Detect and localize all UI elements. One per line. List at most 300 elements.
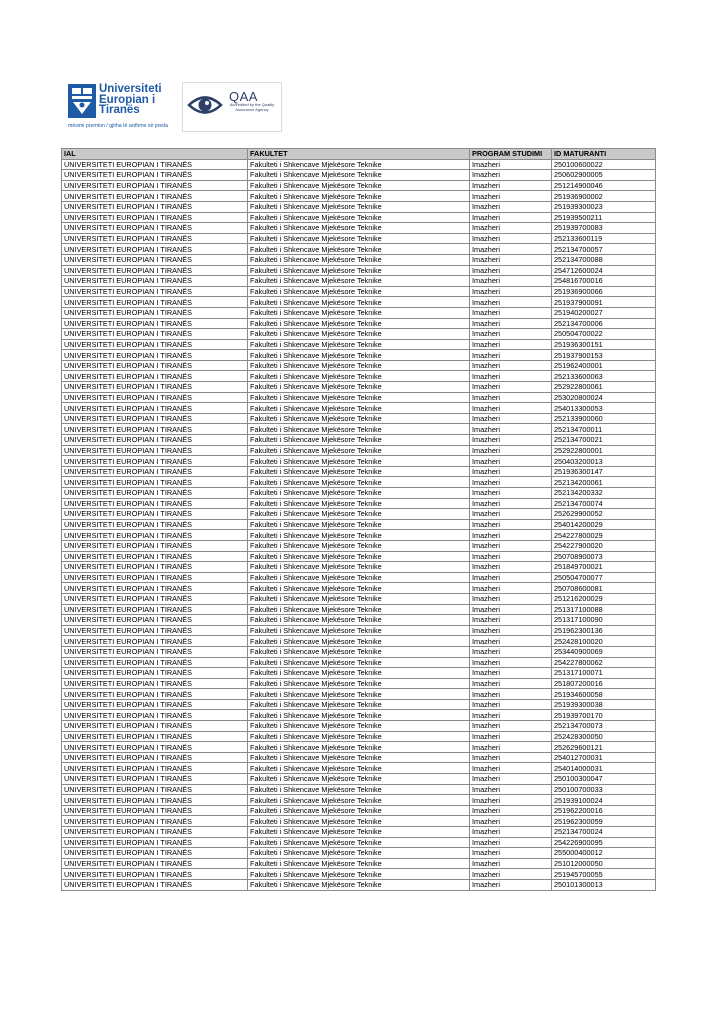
cell-program: Imazheri — [470, 307, 552, 318]
table-row — [62, 572, 656, 583]
table-row — [62, 265, 656, 276]
cell-fakultet: Fakulteti i Shkencave Mjekësore Teknike — [248, 774, 470, 785]
column-header-fakultet: FAKULTET — [248, 149, 470, 160]
cell-ial: UNIVERSITETI EUROPIAN I TIRANËS — [62, 424, 248, 435]
cell-program: Imazheri — [470, 466, 552, 477]
cell-fakultet: Fakulteti i Shkencave Mjekësore Teknike — [248, 795, 470, 806]
cell-program: Imazheri — [470, 668, 552, 679]
cell-fakultet: Fakulteti i Shkencave Mjekësore Teknike — [248, 360, 470, 371]
table-row — [62, 286, 656, 297]
cell-program: Imazheri — [470, 435, 552, 446]
cell-program: Imazheri — [470, 858, 552, 869]
cell-id-maturanti: 251937900091 — [552, 297, 656, 308]
cell-ial: UNIVERSITETI EUROPIAN I TIRANËS — [62, 848, 248, 859]
cell-program: Imazheri — [470, 562, 552, 573]
page-header — [68, 82, 278, 132]
cell-id-maturanti: 251317100090 — [552, 615, 656, 626]
cell-ial: UNIVERSITETI EUROPIAN I TIRANËS — [62, 710, 248, 721]
cell-fakultet: Fakulteti i Shkencave Mjekësore Teknike — [248, 424, 470, 435]
cell-program: Imazheri — [470, 180, 552, 191]
column-header-ial: IAL — [62, 149, 248, 160]
table-row — [62, 562, 656, 573]
cell-id-maturanti: 252629600121 — [552, 742, 656, 753]
table-row — [62, 668, 656, 679]
cell-id-maturanti: 252133600119 — [552, 233, 656, 244]
cell-fakultet: Fakulteti i Shkencave Mjekësore Teknike — [248, 551, 470, 562]
cell-fakultet: Fakulteti i Shkencave Mjekësore Teknike — [248, 477, 470, 488]
cell-ial: UNIVERSITETI EUROPIAN I TIRANËS — [62, 382, 248, 393]
cell-id-maturanti: 254014000031 — [552, 763, 656, 774]
cell-ial: UNIVERSITETI EUROPIAN I TIRANËS — [62, 752, 248, 763]
cell-ial: UNIVERSITETI EUROPIAN I TIRANËS — [62, 212, 248, 223]
cell-id-maturanti: 251934600058 — [552, 689, 656, 700]
cell-program: Imazheri — [470, 159, 552, 170]
cell-ial: UNIVERSITETI EUROPIAN I TIRANËS — [62, 435, 248, 446]
table-row — [62, 223, 656, 234]
cell-id-maturanti: 251936300147 — [552, 466, 656, 477]
cell-fakultet: Fakulteti i Shkencave Mjekësore Teknike — [248, 699, 470, 710]
table-row — [62, 837, 656, 848]
cell-program: Imazheri — [470, 721, 552, 732]
cell-program: Imazheri — [470, 254, 552, 265]
cell-id-maturanti: 254227800029 — [552, 530, 656, 541]
cell-id-maturanti: 252133600063 — [552, 371, 656, 382]
cell-id-maturanti: 251945700055 — [552, 869, 656, 880]
table-row — [62, 170, 656, 181]
cell-id-maturanti: 254227800062 — [552, 657, 656, 668]
cell-ial: UNIVERSITETI EUROPIAN I TIRANËS — [62, 498, 248, 509]
table-row — [62, 350, 656, 361]
cell-id-maturanti: 251216200029 — [552, 593, 656, 604]
table-row — [62, 180, 656, 191]
cell-ial: UNIVERSITETI EUROPIAN I TIRANËS — [62, 604, 248, 615]
table-row — [62, 318, 656, 329]
cell-fakultet: Fakulteti i Shkencave Mjekësore Teknike — [248, 498, 470, 509]
cell-fakultet: Fakulteti i Shkencave Mjekësore Teknike — [248, 583, 470, 594]
cell-program: Imazheri — [470, 350, 552, 361]
table-row — [62, 869, 656, 880]
cell-fakultet: Fakulteti i Shkencave Mjekësore Teknike — [248, 678, 470, 689]
cell-program: Imazheri — [470, 646, 552, 657]
cell-fakultet: Fakulteti i Shkencave Mjekësore Teknike — [248, 350, 470, 361]
university-emblem-icon — [68, 84, 96, 118]
cell-program: Imazheri — [470, 329, 552, 340]
cell-program: Imazheri — [470, 360, 552, 371]
cell-program: Imazheri — [470, 530, 552, 541]
cell-fakultet: Fakulteti i Shkencave Mjekësore Teknike — [248, 456, 470, 467]
cell-id-maturanti: 252133900060 — [552, 413, 656, 424]
cell-id-maturanti: 251012000050 — [552, 858, 656, 869]
cell-id-maturanti: 250403200013 — [552, 456, 656, 467]
cell-id-maturanti: 250602900005 — [552, 170, 656, 181]
cell-id-maturanti: 252922800001 — [552, 445, 656, 456]
cell-program: Imazheri — [470, 265, 552, 276]
cell-id-maturanti: 251939300038 — [552, 699, 656, 710]
cell-id-maturanti: 250100600022 — [552, 159, 656, 170]
cell-program: Imazheri — [470, 297, 552, 308]
cell-fakultet: Fakulteti i Shkencave Mjekësore Teknike — [248, 170, 470, 181]
table-row — [62, 752, 656, 763]
cell-fakultet: Fakulteti i Shkencave Mjekësore Teknike — [248, 805, 470, 816]
cell-program: Imazheri — [470, 498, 552, 509]
cell-program: Imazheri — [470, 689, 552, 700]
cell-program: Imazheri — [470, 625, 552, 636]
cell-ial: UNIVERSITETI EUROPIAN I TIRANËS — [62, 392, 248, 403]
cell-ial: UNIVERSITETI EUROPIAN I TIRANËS — [62, 795, 248, 806]
cell-fakultet: Fakulteti i Shkencave Mjekësore Teknike — [248, 488, 470, 499]
cell-ial: UNIVERSITETI EUROPIAN I TIRANËS — [62, 742, 248, 753]
cell-program: Imazheri — [470, 572, 552, 583]
cell-fakultet: Fakulteti i Shkencave Mjekësore Teknike — [248, 816, 470, 827]
cell-ial: UNIVERSITETI EUROPIAN I TIRANËS — [62, 721, 248, 732]
cell-ial: UNIVERSITETI EUROPIAN I TIRANËS — [62, 456, 248, 467]
cell-id-maturanti: 252134700021 — [552, 435, 656, 446]
cell-ial: UNIVERSITETI EUROPIAN I TIRANËS — [62, 869, 248, 880]
cell-ial: UNIVERSITETI EUROPIAN I TIRANËS — [62, 519, 248, 530]
cell-ial: UNIVERSITETI EUROPIAN I TIRANËS — [62, 307, 248, 318]
cell-program: Imazheri — [470, 371, 552, 382]
table-row — [62, 254, 656, 265]
cell-fakultet: Fakulteti i Shkencave Mjekësore Teknike — [248, 827, 470, 838]
cell-fakultet: Fakulteti i Shkencave Mjekësore Teknike — [248, 265, 470, 276]
cell-program: Imazheri — [470, 805, 552, 816]
cell-ial: UNIVERSITETI EUROPIAN I TIRANËS — [62, 445, 248, 456]
cell-ial: UNIVERSITETI EUROPIAN I TIRANËS — [62, 233, 248, 244]
cell-ial: UNIVERSITETI EUROPIAN I TIRANËS — [62, 636, 248, 647]
cell-ial: UNIVERSITETI EUROPIAN I TIRANËS — [62, 657, 248, 668]
cell-ial: UNIVERSITETI EUROPIAN I TIRANËS — [62, 223, 248, 234]
cell-ial: UNIVERSITETI EUROPIAN I TIRANËS — [62, 678, 248, 689]
table-row — [62, 763, 656, 774]
cell-ial: UNIVERSITETI EUROPIAN I TIRANËS — [62, 551, 248, 562]
table-row — [62, 498, 656, 509]
cell-fakultet: Fakulteti i Shkencave Mjekësore Teknike — [248, 784, 470, 795]
cell-program: Imazheri — [470, 827, 552, 838]
cell-fakultet: Fakulteti i Shkencave Mjekësore Teknike — [248, 329, 470, 340]
cell-ial: UNIVERSITETI EUROPIAN I TIRANËS — [62, 477, 248, 488]
cell-fakultet: Fakulteti i Shkencave Mjekësore Teknike — [248, 869, 470, 880]
cell-program: Imazheri — [470, 509, 552, 520]
cell-program: Imazheri — [470, 879, 552, 890]
cell-fakultet: Fakulteti i Shkencave Mjekësore Teknike — [248, 223, 470, 234]
cell-program: Imazheri — [470, 413, 552, 424]
cell-ial: UNIVERSITETI EUROPIAN I TIRANËS — [62, 244, 248, 255]
cell-program: Imazheri — [470, 212, 552, 223]
cell-program: Imazheri — [470, 445, 552, 456]
cell-fakultet: Fakulteti i Shkencave Mjekësore Teknike — [248, 646, 470, 657]
table-row — [62, 551, 656, 562]
cell-ial: UNIVERSITETI EUROPIAN I TIRANËS — [62, 689, 248, 700]
cell-id-maturanti: 251849700021 — [552, 562, 656, 573]
table-row — [62, 879, 656, 890]
cell-fakultet: Fakulteti i Shkencave Mjekësore Teknike — [248, 689, 470, 700]
cell-id-maturanti: 254013300053 — [552, 403, 656, 414]
table-row — [62, 742, 656, 753]
cell-program: Imazheri — [470, 519, 552, 530]
cell-fakultet: Fakulteti i Shkencave Mjekësore Teknike — [248, 837, 470, 848]
cell-program: Imazheri — [470, 657, 552, 668]
cell-program: Imazheri — [470, 837, 552, 848]
table-row — [62, 710, 656, 721]
cell-id-maturanti: 252134700073 — [552, 721, 656, 732]
table-row — [62, 721, 656, 732]
cell-fakultet: Fakulteti i Shkencave Mjekësore Teknike — [248, 615, 470, 626]
cell-ial: UNIVERSITETI EUROPIAN I TIRANËS — [62, 276, 248, 287]
cell-ial: UNIVERSITETI EUROPIAN I TIRANËS — [62, 530, 248, 541]
cell-id-maturanti: 251807200016 — [552, 678, 656, 689]
university-motto: mësimi premton / gjitha të ardhme së preda — [68, 123, 169, 129]
table-header-row — [62, 149, 656, 160]
table-row — [62, 371, 656, 382]
cell-program: Imazheri — [470, 477, 552, 488]
cell-id-maturanti: 252134700006 — [552, 318, 656, 329]
cell-id-maturanti: 254227900020 — [552, 540, 656, 551]
table-row — [62, 657, 656, 668]
cell-ial: UNIVERSITETI EUROPIAN I TIRANËS — [62, 413, 248, 424]
cell-ial: UNIVERSITETI EUROPIAN I TIRANËS — [62, 827, 248, 838]
cell-id-maturanti: 254012700031 — [552, 752, 656, 763]
table-row — [62, 636, 656, 647]
cell-program: Imazheri — [470, 201, 552, 212]
table-row — [62, 360, 656, 371]
qaa-accreditation-logo — [182, 82, 282, 132]
cell-id-maturanti: 250708600081 — [552, 583, 656, 594]
cell-ial: UNIVERSITETI EUROPIAN I TIRANËS — [62, 646, 248, 657]
cell-fakultet: Fakulteti i Shkencave Mjekësore Teknike — [248, 710, 470, 721]
cell-program: Imazheri — [470, 339, 552, 350]
table-row — [62, 276, 656, 287]
table-row — [62, 233, 656, 244]
table-row — [62, 604, 656, 615]
cell-id-maturanti: 251939500211 — [552, 212, 656, 223]
qaa-name: QAA — [229, 89, 258, 104]
table-row — [62, 477, 656, 488]
cell-program: Imazheri — [470, 191, 552, 202]
cell-id-maturanti: 250708900073 — [552, 551, 656, 562]
cell-ial: UNIVERSITETI EUROPIAN I TIRANËS — [62, 837, 248, 848]
table-row — [62, 827, 656, 838]
cell-fakultet: Fakulteti i Shkencave Mjekësore Teknike — [248, 540, 470, 551]
cell-fakultet: Fakulteti i Shkencave Mjekësore Teknike — [248, 212, 470, 223]
cell-fakultet: Fakulteti i Shkencave Mjekësore Teknike — [248, 318, 470, 329]
table-row — [62, 212, 656, 223]
table-row — [62, 593, 656, 604]
cell-ial: UNIVERSITETI EUROPIAN I TIRANËS — [62, 858, 248, 869]
cell-program: Imazheri — [470, 816, 552, 827]
table-row — [62, 413, 656, 424]
table-row — [62, 307, 656, 318]
cell-id-maturanti: 251962400001 — [552, 360, 656, 371]
cell-id-maturanti: 250101300013 — [552, 879, 656, 890]
table-row — [62, 699, 656, 710]
cell-fakultet: Fakulteti i Shkencave Mjekësore Teknike — [248, 307, 470, 318]
cell-program: Imazheri — [470, 551, 552, 562]
cell-id-maturanti: 251937900153 — [552, 350, 656, 361]
cell-program: Imazheri — [470, 763, 552, 774]
cell-ial: UNIVERSITETI EUROPIAN I TIRANËS — [62, 731, 248, 742]
cell-fakultet: Fakulteti i Shkencave Mjekësore Teknike — [248, 509, 470, 520]
table-row — [62, 678, 656, 689]
table-row — [62, 382, 656, 393]
cell-id-maturanti: 255000400012 — [552, 848, 656, 859]
table-row — [62, 583, 656, 594]
cell-ial: UNIVERSITETI EUROPIAN I TIRANËS — [62, 668, 248, 679]
cell-program: Imazheri — [470, 848, 552, 859]
cell-ial: UNIVERSITETI EUROPIAN I TIRANËS — [62, 159, 248, 170]
cell-id-maturanti: 254014200029 — [552, 519, 656, 530]
cell-fakultet: Fakulteti i Shkencave Mjekësore Teknike — [248, 403, 470, 414]
cell-program: Imazheri — [470, 456, 552, 467]
table-row — [62, 392, 656, 403]
table-row — [62, 540, 656, 551]
cell-ial: UNIVERSITETI EUROPIAN I TIRANËS — [62, 170, 248, 181]
cell-program: Imazheri — [470, 752, 552, 763]
table-row — [62, 646, 656, 657]
table-row — [62, 201, 656, 212]
cell-program: Imazheri — [470, 233, 552, 244]
table-row — [62, 159, 656, 170]
cell-ial: UNIVERSITETI EUROPIAN I TIRANËS — [62, 593, 248, 604]
cell-ial: UNIVERSITETI EUROPIAN I TIRANËS — [62, 816, 248, 827]
cell-program: Imazheri — [470, 540, 552, 551]
cell-id-maturanti: 252134700011 — [552, 424, 656, 435]
table-row — [62, 339, 656, 350]
cell-program: Imazheri — [470, 636, 552, 647]
cell-ial: UNIVERSITETI EUROPIAN I TIRANËS — [62, 583, 248, 594]
cell-program: Imazheri — [470, 276, 552, 287]
university-logo — [68, 84, 178, 128]
table-row — [62, 435, 656, 446]
cell-ial: UNIVERSITETI EUROPIAN I TIRANËS — [62, 466, 248, 477]
table-row — [62, 774, 656, 785]
cell-id-maturanti: 251962300059 — [552, 816, 656, 827]
cell-id-maturanti: 252428100020 — [552, 636, 656, 647]
cell-ial: UNIVERSITETI EUROPIAN I TIRANËS — [62, 774, 248, 785]
table-row — [62, 244, 656, 255]
cell-program: Imazheri — [470, 593, 552, 604]
cell-program: Imazheri — [470, 678, 552, 689]
cell-fakultet: Fakulteti i Shkencave Mjekësore Teknike — [248, 233, 470, 244]
cell-ial: UNIVERSITETI EUROPIAN I TIRANËS — [62, 562, 248, 573]
cell-ial: UNIVERSITETI EUROPIAN I TIRANËS — [62, 339, 248, 350]
cell-program: Imazheri — [470, 318, 552, 329]
cell-fakultet: Fakulteti i Shkencave Mjekësore Teknike — [248, 244, 470, 255]
cell-id-maturanti: 254712600024 — [552, 265, 656, 276]
cell-fakultet: Fakulteti i Shkencave Mjekësore Teknike — [248, 858, 470, 869]
cell-id-maturanti: 251936300151 — [552, 339, 656, 350]
cell-ial: UNIVERSITETI EUROPIAN I TIRANËS — [62, 615, 248, 626]
cell-ial: UNIVERSITETI EUROPIAN I TIRANËS — [62, 879, 248, 890]
table-row — [62, 858, 656, 869]
cell-ial: UNIVERSITETI EUROPIAN I TIRANËS — [62, 572, 248, 583]
cell-ial: UNIVERSITETI EUROPIAN I TIRANËS — [62, 784, 248, 795]
cell-id-maturanti: 251214900046 — [552, 180, 656, 191]
cell-ial: UNIVERSITETI EUROPIAN I TIRANËS — [62, 625, 248, 636]
table-row — [62, 329, 656, 340]
cell-fakultet: Fakulteti i Shkencave Mjekësore Teknike — [248, 392, 470, 403]
cell-program: Imazheri — [470, 392, 552, 403]
cell-program: Imazheri — [470, 424, 552, 435]
cell-id-maturanti: 252134200332 — [552, 488, 656, 499]
cell-id-maturanti: 253020800024 — [552, 392, 656, 403]
cell-id-maturanti: 252134700024 — [552, 827, 656, 838]
cell-id-maturanti: 251317100088 — [552, 604, 656, 615]
cell-id-maturanti: 250100700033 — [552, 784, 656, 795]
cell-id-maturanti: 252134700057 — [552, 244, 656, 255]
cell-id-maturanti: 252428300050 — [552, 731, 656, 742]
cell-program: Imazheri — [470, 604, 552, 615]
table-row — [62, 805, 656, 816]
cell-fakultet: Fakulteti i Shkencave Mjekësore Teknike — [248, 572, 470, 583]
cell-fakultet: Fakulteti i Shkencave Mjekësore Teknike — [248, 668, 470, 679]
university-name: Universiteti Europian i Tiranës — [99, 83, 162, 116]
cell-id-maturanti: 252629900052 — [552, 509, 656, 520]
cell-fakultet: Fakulteti i Shkencave Mjekësore Teknike — [248, 286, 470, 297]
cell-fakultet: Fakulteti i Shkencave Mjekësore Teknike — [248, 530, 470, 541]
cell-id-maturanti: 254816700016 — [552, 276, 656, 287]
cell-id-maturanti: 251939100024 — [552, 795, 656, 806]
cell-fakultet: Fakulteti i Shkencave Mjekësore Teknike — [248, 625, 470, 636]
cell-fakultet: Fakulteti i Shkencave Mjekësore Teknike — [248, 435, 470, 446]
cell-program: Imazheri — [470, 795, 552, 806]
cell-fakultet: Fakulteti i Shkencave Mjekësore Teknike — [248, 466, 470, 477]
cell-id-maturanti: 250100300047 — [552, 774, 656, 785]
cell-program: Imazheri — [470, 742, 552, 753]
cell-fakultet: Fakulteti i Shkencave Mjekësore Teknike — [248, 297, 470, 308]
table-row — [62, 297, 656, 308]
cell-ial: UNIVERSITETI EUROPIAN I TIRANËS — [62, 763, 248, 774]
cell-program: Imazheri — [470, 784, 552, 795]
table-row — [62, 519, 656, 530]
cell-ial: UNIVERSITETI EUROPIAN I TIRANËS — [62, 360, 248, 371]
qaa-subtitle: Accredited by the Quality Assurance Agency — [229, 102, 275, 112]
cell-ial: UNIVERSITETI EUROPIAN I TIRANËS — [62, 371, 248, 382]
cell-ial: UNIVERSITETI EUROPIAN I TIRANËS — [62, 265, 248, 276]
cell-ial: UNIVERSITETI EUROPIAN I TIRANËS — [62, 805, 248, 816]
cell-fakultet: Fakulteti i Shkencave Mjekësore Teknike — [248, 180, 470, 191]
table-row — [62, 530, 656, 541]
table-row — [62, 445, 656, 456]
cell-fakultet: Fakulteti i Shkencave Mjekësore Teknike — [248, 339, 470, 350]
cell-fakultet: Fakulteti i Shkencave Mjekësore Teknike — [248, 742, 470, 753]
cell-fakultet: Fakulteti i Shkencave Mjekësore Teknike — [248, 593, 470, 604]
table-row — [62, 625, 656, 636]
cell-program: Imazheri — [470, 699, 552, 710]
cell-program: Imazheri — [470, 223, 552, 234]
cell-program: Imazheri — [470, 286, 552, 297]
cell-fakultet: Fakulteti i Shkencave Mjekësore Teknike — [248, 254, 470, 265]
cell-program: Imazheri — [470, 731, 552, 742]
cell-fakultet: Fakulteti i Shkencave Mjekësore Teknike — [248, 191, 470, 202]
cell-fakultet: Fakulteti i Shkencave Mjekësore Teknike — [248, 721, 470, 732]
cell-id-maturanti: 252134200061 — [552, 477, 656, 488]
cell-id-maturanti: 254226900095 — [552, 837, 656, 848]
table-row — [62, 615, 656, 626]
column-header-program: PROGRAM STUDIMI — [470, 149, 552, 160]
cell-ial: UNIVERSITETI EUROPIAN I TIRANËS — [62, 403, 248, 414]
table-row — [62, 456, 656, 467]
graduates-table — [61, 148, 656, 891]
cell-id-maturanti: 251962300136 — [552, 625, 656, 636]
cell-ial: UNIVERSITETI EUROPIAN I TIRANËS — [62, 699, 248, 710]
cell-fakultet: Fakulteti i Shkencave Mjekësore Teknike — [248, 848, 470, 859]
cell-fakultet: Fakulteti i Shkencave Mjekësore Teknike — [248, 445, 470, 456]
cell-ial: UNIVERSITETI EUROPIAN I TIRANËS — [62, 329, 248, 340]
table-row — [62, 689, 656, 700]
cell-fakultet: Fakulteti i Shkencave Mjekësore Teknike — [248, 657, 470, 668]
cell-ial: UNIVERSITETI EUROPIAN I TIRANËS — [62, 191, 248, 202]
table-row — [62, 466, 656, 477]
